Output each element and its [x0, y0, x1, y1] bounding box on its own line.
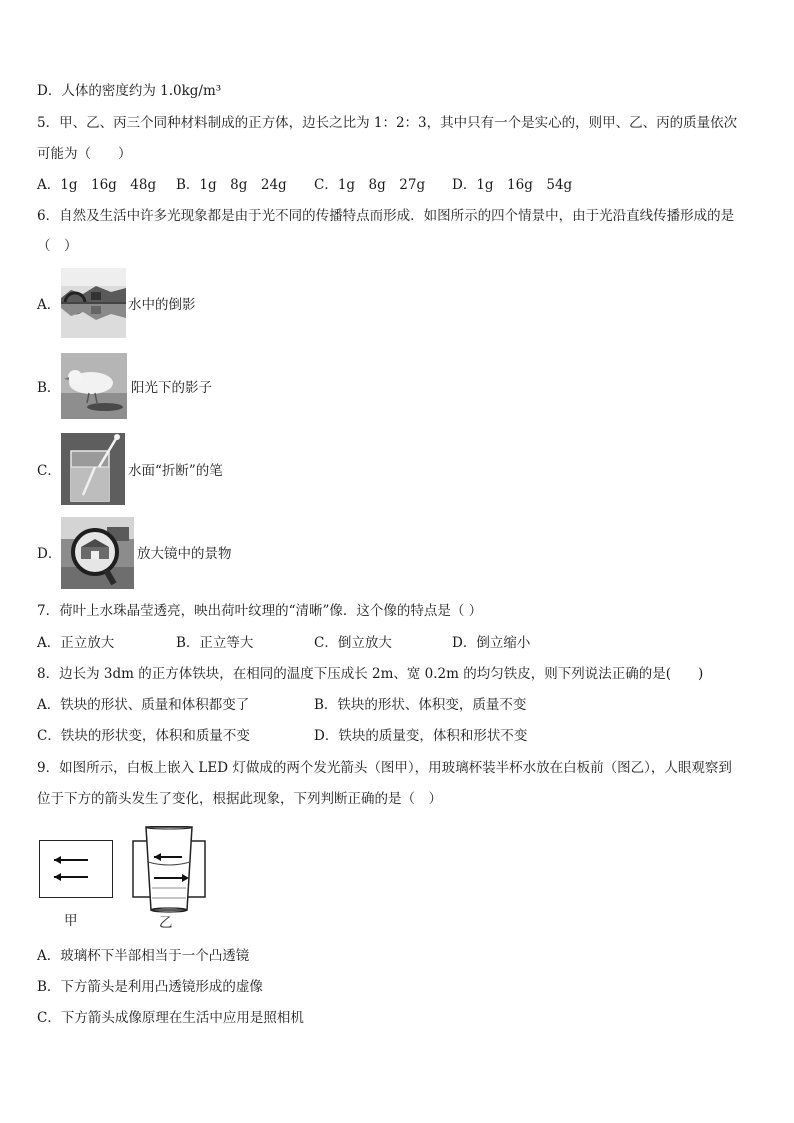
q8-option-c: C．铁块的形状变，体积和质量不变 [37, 728, 250, 744]
q9-option-b: B．下方箭头是利用凸透镜形成的虚像 [37, 979, 263, 995]
q6-option-b-caption: 阳光下的影子 [131, 380, 212, 396]
q9-option-c: C．下方箭头成像原理在生活中应用是照相机 [37, 1010, 304, 1026]
q6-option-c-letter: C． [37, 463, 61, 479]
q9-stem-line1: 9．如图所示，白板上嵌入 LED 灯做成的两个发光箭头（图甲），用玻璃杯装半杯水放在白板前（图乙），人眼观察到 [37, 760, 732, 776]
q7-option-d: D．倒立缩小 [452, 635, 531, 651]
q5-option-c: C．1g 8g 27g [314, 177, 426, 193]
q5-stem-line1: 5．甲、乙、丙三个同种材料制成的正方体，边长之比为 1：2：3，其中只有一个是实心的，则甲、乙、丙的质量依次 [37, 115, 738, 131]
dove-shadow-photo [61, 353, 127, 419]
figure-label-jia: 甲 [64, 913, 78, 929]
pencil-in-water-photo [61, 433, 125, 505]
q5-stem-line2: 可能为（ ） [37, 146, 132, 162]
q8-option-a: A．铁块的形状、质量和体积都变了 [37, 697, 250, 713]
q6-option-b-letter: B． [37, 380, 61, 396]
q6-option-d-caption: 放大镜中的景物 [137, 546, 232, 562]
q8-stem: 8．边长为 3dm 的正方体铁块，在相同的温度下压成长 2m、宽 0.2m 的均匀铁皮，则下列说法正确的是( ) [37, 666, 704, 682]
q6-option-c-caption: 水面“折断”的笔 [128, 463, 223, 479]
q9-option-a: A．玻璃杯下半部相当于一个凸透镜 [37, 948, 250, 964]
q8-option-d: D．铁块的质量变，体积和形状不变 [314, 728, 528, 744]
q7-option-c: C．倒立放大 [314, 635, 392, 651]
glass-figure-yi [132, 826, 206, 914]
q6-stem-line1: 6．自然及生活中许多光现象都是由于光不同的传播特点而形成．如图所示的四个情景中，由于光沿直线传播形成的是 [37, 208, 735, 224]
q5-option-a: A．1g 16g 48g [37, 177, 157, 193]
q9-stem-line2: 位于下方的箭头发生了变化，根据此现象，下列判断正确的是（ ） [37, 791, 442, 807]
figure-label-yi: 乙 [159, 915, 173, 931]
magnifier-photo [61, 517, 134, 589]
q6-option-a-letter: A． [37, 297, 61, 313]
q5-option-b: B．1g 8g 24g [176, 177, 287, 193]
whiteboard-figure-jia [39, 840, 113, 898]
q5-option-d: D．1g 16g 54g [452, 177, 573, 193]
q6-option-a-caption: 水中的倒影 [128, 297, 196, 313]
q6-option-d-letter: D． [37, 546, 62, 562]
reflection-photo [61, 268, 126, 338]
q6-stem-line2: （ ） [37, 238, 78, 254]
left-arrows-icon [40, 841, 112, 897]
q7-stem: 7．荷叶上水珠晶莹透亮，映出荷叶纹理的“清晰”像．这个像的特点是（ ） [37, 603, 483, 619]
q7-option-b: B．正立等大 [176, 635, 254, 651]
q7-option-a: A．正立放大 [37, 635, 115, 651]
q4-option-d: D．人体的密度约为 1.0kg/m³ [37, 83, 222, 99]
q8-option-b: B．铁块的形状、体积变，质量不变 [314, 697, 527, 713]
